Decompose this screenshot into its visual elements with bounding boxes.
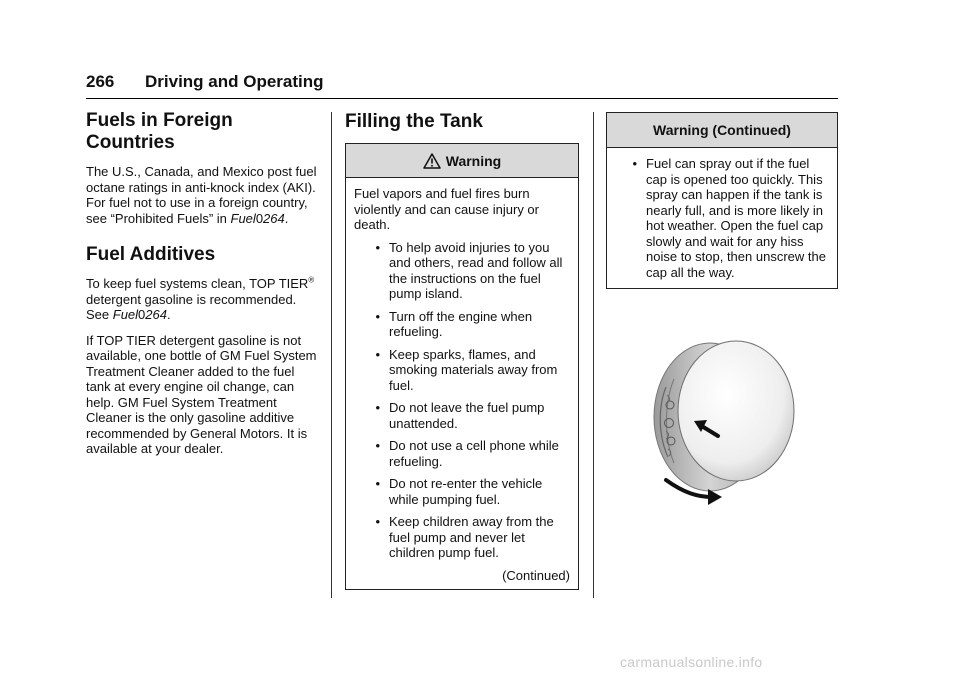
page-ref-symbol: 0 <box>255 210 264 226</box>
paragraph-octane-end: . <box>284 210 289 226</box>
warning-continued-box <box>606 112 838 289</box>
list-item <box>354 240 570 302</box>
bullet-dot: • <box>632 156 637 171</box>
list-item <box>354 438 570 469</box>
bullet-dot: • <box>375 346 380 362</box>
bullet-dot: • <box>375 514 380 529</box>
paragraph-top-tier-end: . <box>166 307 171 322</box>
column-divider <box>593 112 594 598</box>
warning-continued-header: Warning (Continued) <box>607 113 837 148</box>
continued-label: (Continued) <box>502 567 570 583</box>
fuel-link[interactable]: Fuel <box>112 307 139 322</box>
middle-column <box>345 108 579 590</box>
bullet-dot: • <box>375 400 380 415</box>
heading-filling-tank: Filling the Tank <box>345 111 483 132</box>
heading-fuels-foreign: Fuels in Foreign Countries <box>86 110 233 153</box>
watermark: carmanualsonline.info <box>620 654 763 670</box>
page-header <box>86 72 838 99</box>
paragraph-top-tier-pre: To keep fuel systems clean, TOP TIER <box>86 276 309 291</box>
bullet-dot: • <box>375 438 380 453</box>
bullet-dot: • <box>375 308 380 324</box>
left-column <box>86 108 320 457</box>
registered-mark: ® <box>308 275 315 285</box>
warning-intro: Fuel vapors and fuel fires burn violently and can cause injury or death. <box>354 186 539 232</box>
list-item <box>354 347 570 394</box>
list-item-text: Fuel can spray out if the fuel cap is opened too quickly. This spray can happen if the tank is nearly full, and is more likely in hot weather. Open the fuel cap slowly and wait for any hiss noise to stop, then unscrew the cap all the way. <box>646 156 826 280</box>
list-item-text: Turn off the engine when refueling. <box>389 308 533 339</box>
list-item-text: Do not re-enter the vehicle while pumping fuel. <box>389 476 543 507</box>
paragraph-top-tier <box>86 276 320 323</box>
page-ref-264[interactable]: 264 <box>263 210 285 226</box>
list-item <box>354 309 570 340</box>
list-item <box>611 156 829 280</box>
warning-title: Warning <box>445 152 502 169</box>
paragraph-octane <box>86 164 320 226</box>
page-ref-symbol: 0 <box>138 307 146 322</box>
list-item-text: Keep sparks, flames, and smoking materials away from fuel. <box>389 346 558 393</box>
right-column <box>606 112 838 289</box>
fuel-door-illustration <box>640 335 805 510</box>
section-title: Driving and Operating <box>145 72 324 91</box>
paragraph-gm-cleaner: If TOP TIER detergent gasoline is not available, one bottle of GM Fuel System Treatment Cleaner added to the fuel tank at every engine oil change, can help. GM Fuel System Treatment Cleaner is the only gasoline additive recommended by General Motors. It is available at your dealer. <box>86 332 317 456</box>
list-item <box>354 514 570 561</box>
list-item <box>354 476 570 507</box>
fuel-link[interactable]: Fuel <box>230 210 256 226</box>
page-ref-264[interactable]: 264 <box>145 307 167 322</box>
heading-fuel-additives: Fuel Additives <box>86 244 216 265</box>
warning-header <box>346 144 578 178</box>
paragraph-octane-text: The U.S., Canada, and Mexico post fuel octane ratings in anti-knock index (AKI). For fuel not to use in a foreign country, see “Prohibited Fuels” in <box>86 164 317 226</box>
warning-body <box>346 178 578 589</box>
list-item-text: Keep children away from the fuel pump and never let children pump fuel. <box>389 514 554 560</box>
list-item-text: To help avoid injuries to you and others, read and follow all the instructions on the fuel pump island. <box>389 239 563 301</box>
warning-triangle-icon <box>423 153 441 169</box>
page-number: 266 <box>86 72 115 91</box>
list-item <box>354 400 570 431</box>
bullet-dot: • <box>375 239 380 255</box>
warning-continued-body <box>607 148 837 288</box>
list-item-text: Do not use a cell phone while refueling. <box>389 438 559 469</box>
list-item-text: Do not leave the fuel pump unattended. <box>389 400 545 431</box>
paragraph-top-tier-text: detergent gasoline is recommended. See <box>86 291 297 322</box>
bullet-dot: • <box>375 476 380 491</box>
column-divider <box>331 112 332 598</box>
warning-box <box>345 143 579 590</box>
